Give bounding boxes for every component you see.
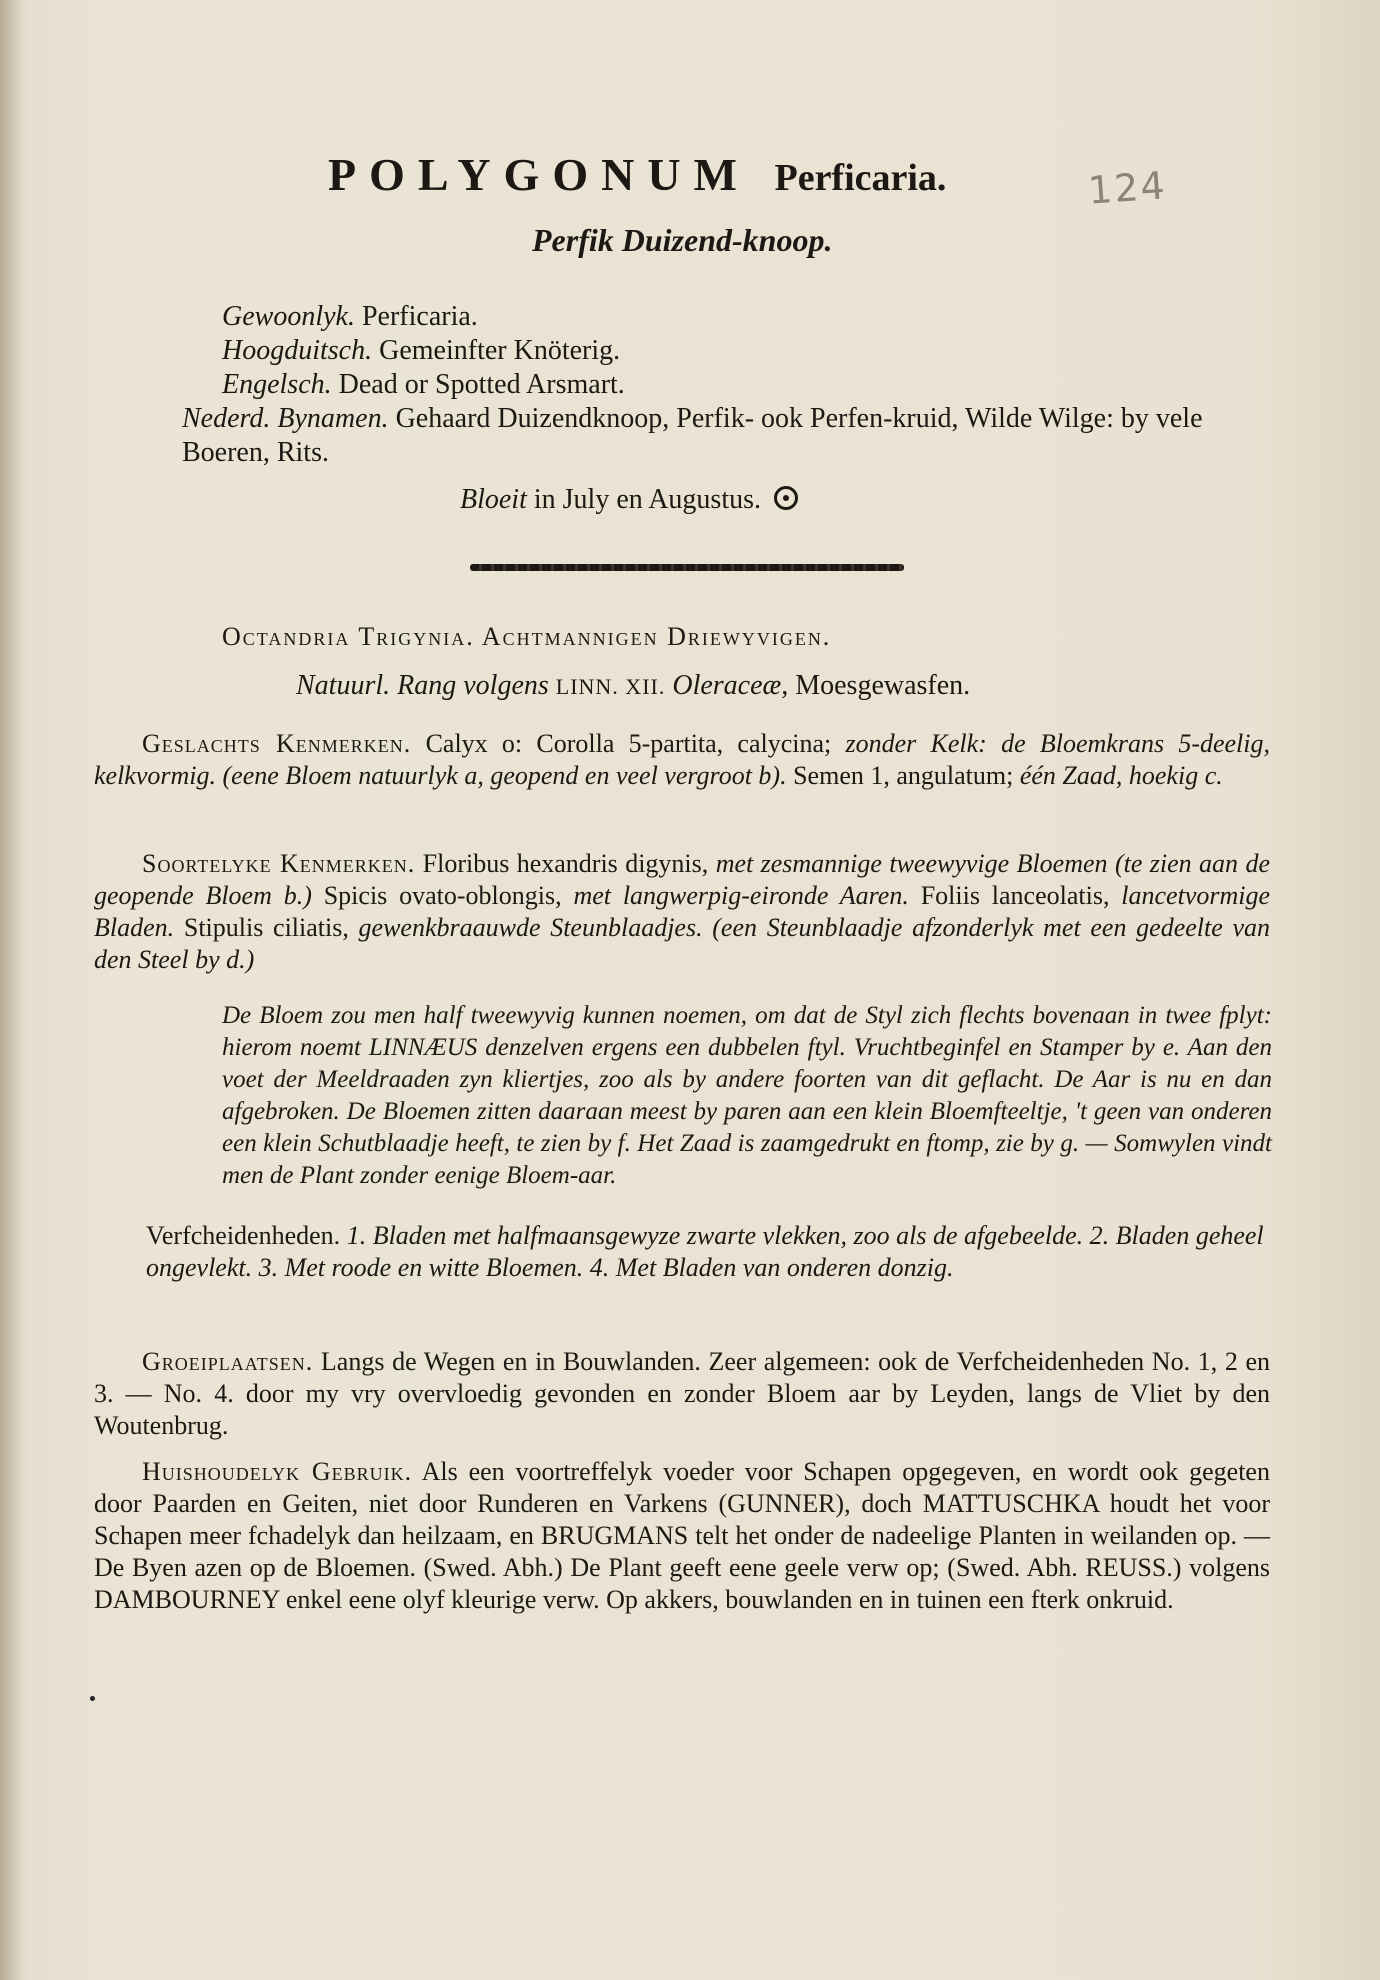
flower-note: De Bloem zou men half tweewyvig kunnen noemen, om dat de Styl zich flechts bovenaan in twee fplyt: hierom noemt LINNÆUS denzelven ergens een dubbelen ftyl. Vruchtbeginfel en Stamper by e. Aan den voet der Meeldraaden zyn kliertjes, zoo als by andere foorten van dit geflacht. De Aar is nu en dan afgebroken. De Bloemen zitten daaraan meest by paren aan een klein Bloemfteeltje, 't geen van onderen een klein Schutblaadje heeft, te zien by f. Het Zaad is zaamgedrukt en ftomp, zie by g. — Somwylen vindt men de Plant zonder eenige Bloem-aar. xyxy=(222,1002,1272,1189)
verscheidenheden: Verfcheidenheden. 1. Bladen met halfmaansgewyze zwarte vlekken, zoo als de afgebeelde. 2. Bladen geheel ongevlekt. 3. Met roode en witte Bloemen. 4. Met Bladen van onderen donzig. xyxy=(146,1221,1264,1282)
huishoudelyk-gebruik: Huishoudelyk Gebruik. Als een voortreffelyk voeder voor Schapen opgegeven, en wordt ook gegeten door Paarden en Geiten, niet door Runderen en Varkens (GUNNER), doch MATTUSCHKA houdt het voor Schapen meer fchadelyk dan heilzaam, en BRUGMANS telt het onder de nadeelige Planten in weilanden op. — De Byen azen op de Bloemen. (Swed. Abh.) De Plant geeft eene geele verw op; (Swed. Abh. REUSS.) volgens DAMBOURNEY enkel eene olyf kleurige verw. Op akkers, bouwlanden en in tuinen een fterk onkruid. xyxy=(94,1457,1270,1614)
geslachts-kenmerken: Geslachts Kenmerken. Calyx o: Corolla 5-partita, calycina; zonder Kelk: de Bloemkrans 5-deelig, kelkvormig. (eene Bloem natuurlyk a, geopend en veel vergroot b). Semen 1, angulatum; één Zaad, hoekig c. xyxy=(94,729,1271,790)
genus-name: POLYGONUM xyxy=(328,149,750,200)
dutch-name: Perfik Duizend-knoop. xyxy=(532,222,833,258)
handwritten-page-number: 124 xyxy=(1086,163,1168,213)
name-line-engelsch: Engelsch. Dead or Spotted Arsmart. xyxy=(222,369,625,400)
bloom-period: Bloeit in July en Augustus. xyxy=(460,484,798,516)
name-line-nederd: Nederd. Bynamen. Gehaard Duizendknoop, Perfik- ook Perfen-kruid, Wilde Wilge: by vele Boeren, Rits. xyxy=(182,403,1203,468)
natural-order: Natuurl. Rang volgens LINN. XII. Oleraceæ, Moesgewasfen. xyxy=(296,670,971,701)
groeiplaatsen: Groeiplaatsen. Langs de Wegen en in Bouwlanden. Zeer algemeen: ook de Verfcheidenheden No. 1, 2 en 3. — No. 4. door my vry overvloedig gevonden en zonder Bloem aar by Leyden, langs de Vliet by den Woutenbrug. xyxy=(94,1347,1270,1440)
vernacular-names xyxy=(182,300,1282,470)
classification: Octandria Trigynia. Achtmannigen Driewyvigen. xyxy=(222,622,832,651)
name-line-hoogduitsch: Hoogduitsch. Gemeinfter Knöterig. xyxy=(222,335,621,366)
name-line-gewoonlyk: Gewoonlyk. Perficaria. xyxy=(222,301,478,332)
species-name: Perficaria. xyxy=(774,157,947,199)
print-mark xyxy=(90,1696,95,1701)
ornamental-rule xyxy=(470,564,904,571)
annual-symbol-icon xyxy=(774,486,798,510)
soortelyke-kenmerken: Soortelyke Kenmerken. Floribus hexandris digynis, met zesmannige tweewyvige Bloemen (te zien aan de geopende Bloem b.) Spicis ovato-oblongis, met langwerpig-eironde Aaren. Foliis lanceolatis, lancetvormige Bladen. Stipulis ciliatis, gewenkbraauwde Steunblaadjes. (een Steunblaadje afzonderlyk met een gedeelte van den Steel by d.) xyxy=(94,849,1271,974)
page-title xyxy=(328,148,946,201)
